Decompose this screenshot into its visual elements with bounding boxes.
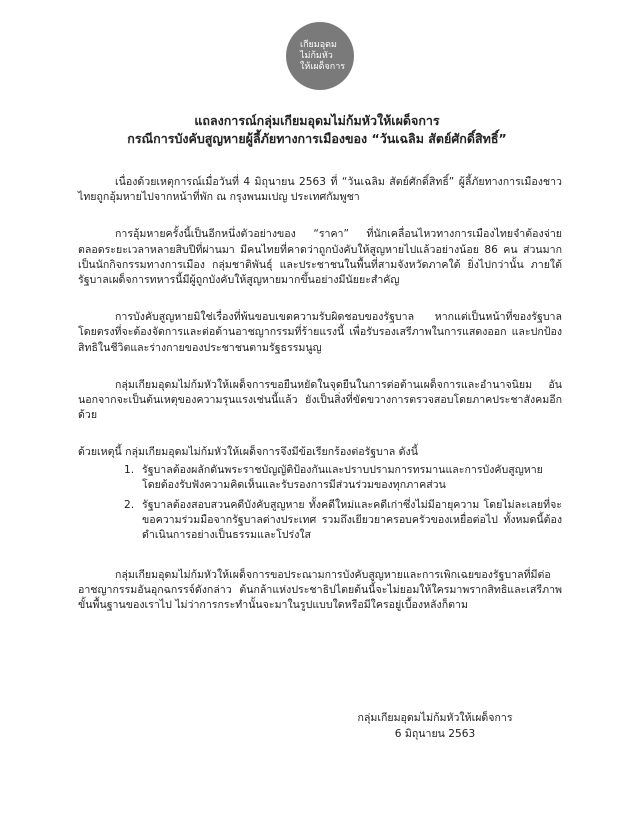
demand-item: [124, 498, 562, 544]
logo-line: ให้เผด็จการ: [300, 61, 346, 72]
organization-logo: [286, 22, 354, 90]
signature-name: กลุ่มเกียมอุดมไม่ก้มหัวให้เผด็จการ: [357, 712, 513, 724]
signature-date: 6 มิถุนายน 2563: [394, 728, 476, 740]
demand-item: [124, 463, 562, 493]
demands-list: [124, 463, 562, 544]
paragraph-closing: กลุ่มเกียมอุดมไม่ก้มหัวให้เผด็จการขอประณามการบังคับสูญหายและการเพิกเฉยของรัฐบาลที่มีต่ออาชญากรรมอันอุกฉกรรจ์ดังกล่าว ต้นกล้าแห่งประชาธิปไตยต้นนี้จะไม่ยอมให้ใครมาพรากสิทธิและเสรีภาพขั้นพื้นฐานของเราไป ไม่ว่าการกระทำนั้นจะมาในรูปแบบใดหรือมีใครอยู่เบื้องหลังก็ตาม: [78, 568, 562, 612]
signature-block: [345, 710, 525, 742]
statement-subtitle: กรณีการบังคับสูญหายผู้ลี้ภัยทางการเมืองของ “วันเฉลิม สัตย์ศักดิ์สิทธิ์”: [127, 131, 507, 146]
demand-number: 1.: [124, 463, 135, 476]
paragraph-stance: กลุ่มเกียมอุดมไม่ก้มหัวให้เผด็จการขอยืนหยัดในจุดยืนในการต่อต้านเผด็จการและอำนาจนิยม อันนอกจากจะเป็นต้นเหตุของความรุนแรงเช่นนี้แล้ว ยังเป็นสิ่งที่ขัดขวางการตรวจสอบโดยภาคประชาสังคมอีกด้วย: [78, 378, 562, 422]
statement-heading: [0, 112, 634, 148]
demands-intro: ด้วยเหตุนี้ กลุ่มเกียมอุดมไม่ก้มหัวให้เผด็จการจึงมีข้อเรียกร้องต่อรัฐบาล ดังนี้: [78, 446, 418, 459]
statement-title: แถลงการณ์กลุ่มเกียมอุดมไม่ก้มหัวให้เผด็จการ: [194, 113, 440, 128]
demand-text: รัฐบาลต้องสอบสวนคดีบังคับสูญหาย ทั้งคดีใหม่และคดีเก่าซึ่งไม่มีอายุความ โดยไม่ละเลยที่จะขอความร่วมมือจากรัฐบาลต่างประเทศ รวมถึงเยียวยาครอบครัวของเหยื่อต่อไป ทั้งหมดนี้ต้องดำเนินการอย่างเป็นธรรมและโปร่งใส: [142, 499, 562, 542]
demand-text: รัฐบาลต้องผลักดันพระราชบัญญัติป้องกันและปราบปรามการทรมานและการบังคับสูญหาย โดยต้องรับฟังความคิดเห็นและรับรองการมีส่วนร่วมของทุกภาคส่วน: [142, 463, 543, 491]
demand-number: 2.: [124, 499, 135, 512]
statement-body: [78, 175, 562, 635]
logo-line: ไม่ก้มหัว: [300, 50, 333, 61]
paragraph-responsibility: การบังคับสูญหายมิใช่เรื่องที่พ้นขอบเขตความรับผิดชอบของรัฐบาล หากแต่เป็นหน้าที่ของรัฐบาลโดยตรงที่จะต้องจัดการและต่อต้านอาชญากรรมที่ร้ายแรงนี้ เพื่อรับรองเสรีภาพในการแสดงออก และปกป้องสิทธิในชีวิตและร่างกายของประชาชนตามรัฐธรรมนูญ: [78, 311, 562, 354]
paragraph-incident: เนื่องด้วยเหตุการณ์เมื่อวันที่ 4 มิถุนายน 2563 ที่ “วันเฉลิม สัตย์ศักดิ์สิทธิ์” ผู้ลี้ภัยทางการเมืองชาวไทยถูกอุ้มหายไปจากหน้าที่พัก ณ กรุงพนมเปญ ประเทศกัมพูชา: [78, 176, 562, 204]
logo-line: เกียมอุดม: [300, 39, 337, 50]
paragraph-price: การอุ้มหายครั้งนี้เป็นอีกหนึ่งตัวอย่างของ “ราคา” ที่นักเคลื่อนไหวทางการเมืองไทยจำต้องจ่าย ตลอดระยะเวลาหลายสิบปีที่ผ่านมา มีคนไทยที่คาดว่าถูกบังคับให้สูญหายไปแล้วอย่างน้อย 86 คน ส่วนมากเป็นนักกิจกรรมทางการเมือง กลุ่มชาติพันธุ์ และประชาชนในพื้นที่สามจังหวัดภาคใต้ ยิ่งไปกว่านั้น ภายใต้รัฐบาลเผด็จการทหารนี้มีผู้ถูกบังคับให้สูญหายมากขึ้นอย่างมีนัยยะสำคัญ: [78, 228, 562, 287]
